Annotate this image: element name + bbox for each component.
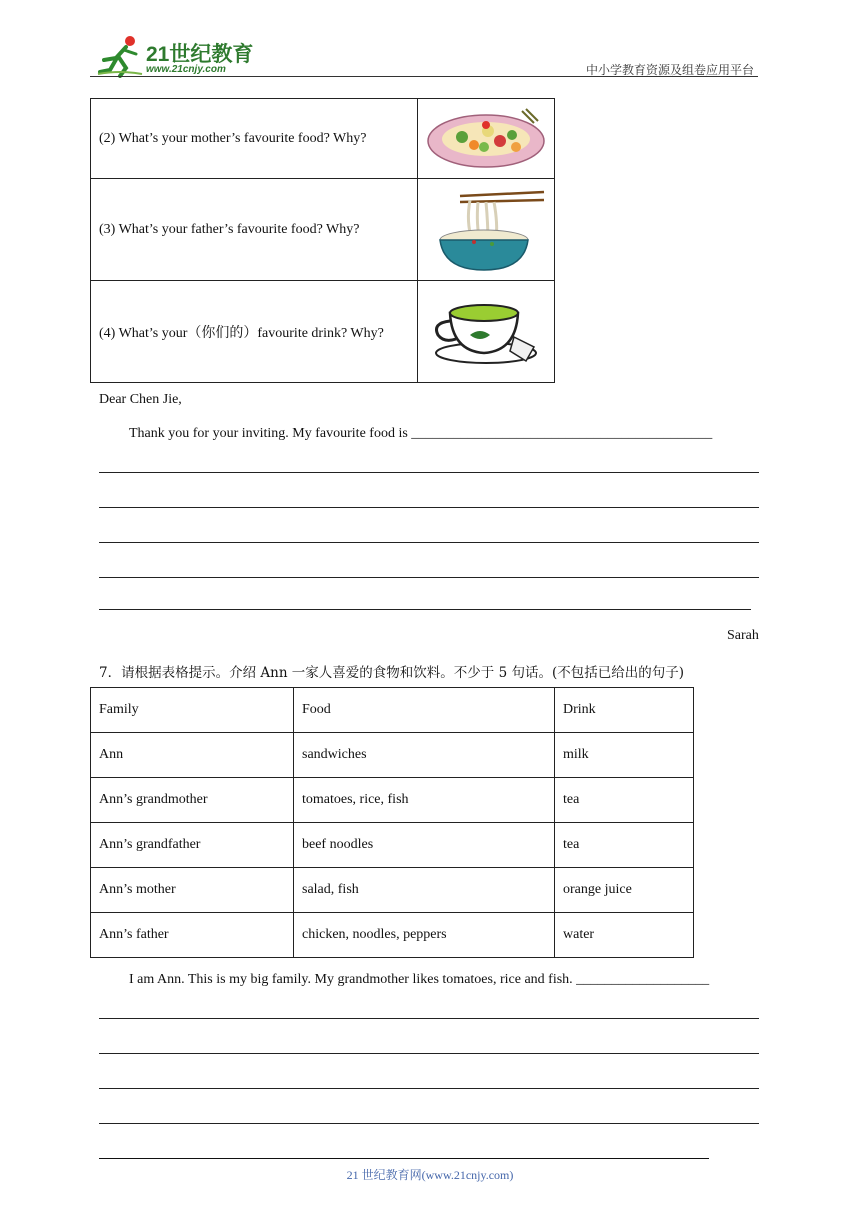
table-row [91,868,694,913]
family-cell: Ann [91,733,294,778]
task-instruction: 7．请根据表格提示。介绍 Ann 一家人喜爱的食物和饮料。不少于 5 句话。(不包括已给出的句子) [99,665,685,681]
drink-cell: orange juice [555,868,694,913]
writing-line[interactable] [99,507,759,508]
writing-line[interactable] [99,609,751,610]
header-divider [90,76,758,77]
question-cell: (3) What’s your father’s favourite food? Why? [91,179,418,281]
letter-greeting: Dear Chen Jie, [99,392,182,407]
drink-cell: tea [555,778,694,823]
runner-logo-icon [96,34,144,78]
table-row [91,281,555,383]
header-cell: Food [294,688,555,733]
logo-url: www.21cnjy.com [146,64,226,75]
questions-table [90,98,555,383]
header-cell: Family [91,688,294,733]
writing-line[interactable] [99,1158,709,1159]
page-footer: 21 世纪教育网(www.21cnjy.com) [346,1168,514,1182]
table-header-row [91,688,694,733]
family-cell: Ann’s mother [91,868,294,913]
writing-line[interactable] [99,577,759,578]
family-cell: Ann’s grandmother [91,778,294,823]
writing-line[interactable] [99,1088,759,1089]
header-cell: Drink [555,688,694,733]
picture-cell [418,179,555,281]
writing-line[interactable] [99,1053,759,1054]
tea-cup-icon [426,289,546,369]
food-cell: salad, fish [294,868,555,913]
table-row [91,778,694,823]
table-row [91,913,694,958]
table-row [91,733,694,778]
site-logo [96,34,266,78]
writing-line[interactable] [99,542,759,543]
writing-line[interactable] [99,472,759,473]
letter-opening: Thank you for your inviting. My favourite food is ___________________________________________ [129,426,713,441]
platform-label: 中小学教育资源及组卷应用平台 [585,63,754,77]
logo-text: 21世纪教育 [146,43,254,66]
letter-signature: Sarah [727,628,759,643]
food-cell: sandwiches [294,733,555,778]
food-cell: chicken, noodles, peppers [294,913,555,958]
noodle-bowl-icon [426,182,546,272]
salad-plate-icon [426,101,546,171]
page-header [90,34,758,78]
family-cell: Ann’s father [91,913,294,958]
food-cell: tomatoes, rice, fish [294,778,555,823]
picture-cell [418,281,555,383]
question-cell: (4) What’s your（你们的）favourite drink? Why? [91,281,418,383]
writing-line[interactable] [99,1018,759,1019]
table-row [91,99,555,179]
table-row [91,179,555,281]
table-row [91,823,694,868]
family-cell: Ann’s grandfather [91,823,294,868]
drink-cell: water [555,913,694,958]
writing-line[interactable] [99,1123,759,1124]
picture-cell [418,99,555,179]
task-opening: I am Ann. This is my big family. My grandmother likes tomatoes, rice and fish. ___________________ [129,972,710,987]
drink-cell: tea [555,823,694,868]
food-cell: beef noodles [294,823,555,868]
question-cell: (2) What’s your mother’s favourite food? Why? [91,99,418,179]
drink-cell: milk [555,733,694,778]
family-table [90,687,694,958]
